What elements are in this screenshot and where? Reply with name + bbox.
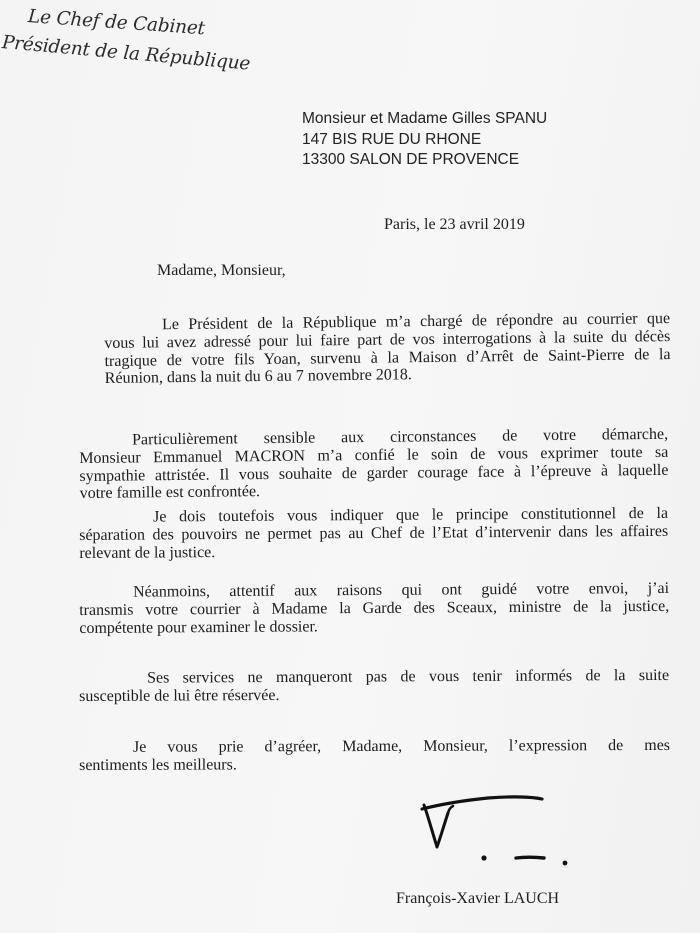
paragraph-line: sympathie attristée. Il vous souhaite de garder courage face à l’épreuve à laquelle	[79, 461, 669, 485]
paragraph-line: relevant de la justice.	[79, 543, 216, 562]
paragraph-line: tragique de votre fils Yoan, survenu à la Maison d’Arrêt de Saint-Pierre de la	[104, 345, 671, 370]
letterhead-subtitle: Président de la République	[1, 32, 252, 75]
paragraph-line: sentiments les meilleurs.	[79, 756, 237, 774]
recipient-address	[302, 109, 547, 171]
salutation: Madame, Monsieur,	[157, 262, 286, 279]
paragraph-line: Le Président de la République m’a chargé de répondre au courrier que	[161, 310, 671, 334]
paragraph-line: transmis votre courrier à Madame la Garde des Sceaux, ministre de la justice,	[79, 597, 670, 619]
paragraph-3	[79, 505, 668, 563]
paragraph-line: Néanmoins, attentif aux raisons qui ont guidé votre envoi, j’ai	[132, 579, 670, 601]
paragraph-4	[79, 580, 669, 638]
paragraph-line: Particulièrement sensible aux circonstances de votre démarche,	[131, 425, 669, 449]
paragraph-line: Réunion, dans la nuit du 6 au 7 novembre 2018.	[104, 366, 412, 388]
recipient-city: 13300 SALON DE PROVENCE	[302, 151, 520, 168]
paragraph-line: Je dois toutefois vous indiquer que le principe constitutionnel de la	[152, 504, 669, 526]
recipient-name: Monsieur et Madame Gilles SPANU	[302, 110, 548, 127]
paragraph-line: séparation des pouvoirs ne permet pas au Chef de l’Etat d’intervenir dans les affaires	[79, 522, 669, 544]
paragraph-6	[79, 737, 670, 775]
paragraph-line: Monsieur Emmanuel MACRON m’a confié le soin de vous exprimer toute sa	[79, 443, 669, 467]
letterhead	[1, 4, 252, 75]
paragraph-line: votre famille est confrontée.	[79, 483, 261, 503]
handwritten-signature	[418, 791, 578, 871]
paragraph-5	[79, 667, 669, 706]
paragraph-line: Ses services ne manqueront pas de vous tenir informés de la suite	[146, 666, 670, 687]
letterhead-title: Le Chef de Cabinet	[27, 6, 206, 40]
paragraph-2	[79, 426, 669, 503]
signer-name: François-Xavier LAUCH	[396, 890, 560, 907]
paragraph-line: susceptible de lui être réservée.	[79, 686, 280, 705]
paragraph-line: Je vous prie d’agréer, Madame, Monsieur, l’expression de mes	[132, 736, 671, 756]
letter-date: Paris, le 23 avril 2019	[384, 216, 525, 233]
paragraph-1	[104, 310, 671, 388]
paragraph-line: vous lui avez adressé pour lui faire part de vos interrogations à la suite du décès	[104, 327, 671, 352]
paragraph-line: compétente pour examiner le dossier.	[79, 617, 318, 637]
recipient-street: 147 BIS RUE DU RHONE	[302, 130, 482, 148]
